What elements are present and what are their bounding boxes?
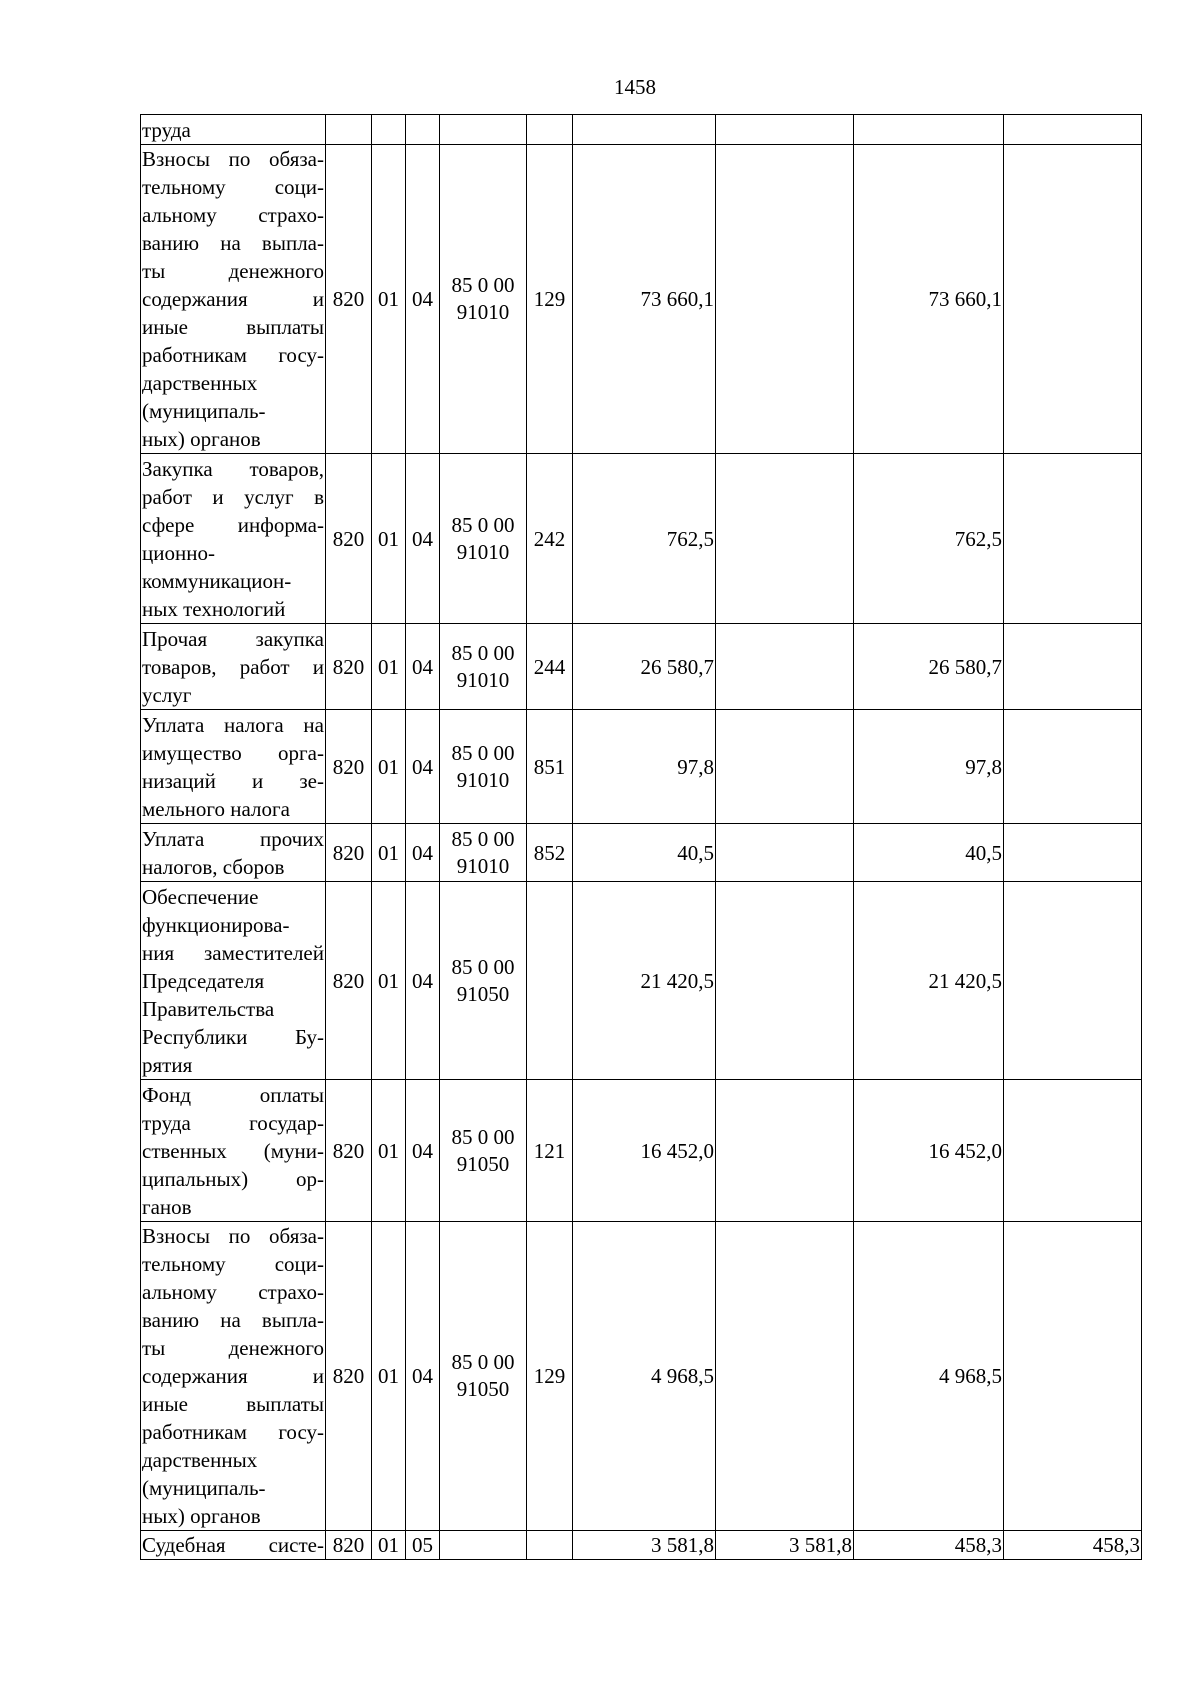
amount-total-2-cell xyxy=(854,115,1004,145)
row-name-line: работ и услуг в xyxy=(142,484,324,509)
row-name-line: сфере информа- xyxy=(142,512,324,537)
target-article-line: 85 0 00 xyxy=(451,1124,515,1149)
row-name-cell xyxy=(141,824,326,882)
subsection-code-cell: 04 xyxy=(406,710,440,824)
subsection-code-cell: 04 xyxy=(406,145,440,454)
subsection-code-cell: 04 xyxy=(406,824,440,882)
section-code-cell: 01 xyxy=(372,1222,406,1531)
amount-subvention-2-cell xyxy=(1004,145,1142,454)
row-name-line: налогов, сборов xyxy=(142,854,285,879)
amount-subvention-2-cell xyxy=(1004,624,1142,710)
table-row xyxy=(141,454,1142,624)
table-row xyxy=(141,145,1142,454)
section-code-cell: 01 xyxy=(372,1531,406,1560)
amount-subvention-1-cell xyxy=(716,1222,854,1531)
expense-type-cell: 244 xyxy=(527,624,573,710)
expense-type-cell: 129 xyxy=(527,1222,573,1531)
table-row xyxy=(141,882,1142,1080)
target-article-cell xyxy=(440,145,527,454)
amount-subvention-1-cell xyxy=(716,454,854,624)
table-body xyxy=(141,115,1142,1560)
table-row xyxy=(141,1222,1142,1531)
budget-table xyxy=(140,114,1142,1560)
expense-type-cell xyxy=(527,882,573,1080)
adm-code-cell: 820 xyxy=(326,1222,372,1531)
row-name-line: функционирова- xyxy=(142,912,290,937)
row-name-line: имущество орга- xyxy=(142,740,324,765)
amount-subvention-1-cell xyxy=(716,115,854,145)
row-name-line: Уплата прочих xyxy=(142,826,324,851)
row-name-line: тельному соци- xyxy=(142,1252,324,1276)
amount-subvention-1-cell xyxy=(716,145,854,454)
row-name-line: Взносы по обяза- xyxy=(142,1224,324,1248)
row-name-cell xyxy=(141,1222,326,1531)
target-article-cell xyxy=(440,624,527,710)
row-name-line: альному страхо- xyxy=(142,1280,324,1304)
amount-total-2-cell: 26 580,7 xyxy=(854,624,1004,710)
amount-total-1-cell: 3 581,8 xyxy=(573,1531,716,1560)
row-name-line: (муниципаль- xyxy=(142,399,266,423)
row-name-cell xyxy=(141,115,326,145)
row-name-line: ганов xyxy=(142,1194,192,1219)
adm-code-cell: 820 xyxy=(326,145,372,454)
amount-total-2-cell: 73 660,1 xyxy=(854,145,1004,454)
row-name-line: услуг xyxy=(142,682,192,707)
table-row xyxy=(141,115,1142,145)
adm-code-cell xyxy=(326,115,372,145)
row-name-cell xyxy=(141,454,326,624)
expense-type-cell: 129 xyxy=(527,145,573,454)
adm-code-cell: 820 xyxy=(326,624,372,710)
page-number: 1458 xyxy=(614,75,656,99)
target-article-cell xyxy=(440,1531,527,1560)
row-name-line: ния заместителей xyxy=(142,940,324,965)
row-name-line: ных технологий xyxy=(142,596,286,621)
expense-type-cell: 121 xyxy=(527,1080,573,1222)
row-name-line: коммуникацион- xyxy=(142,568,292,593)
expense-type-cell: 242 xyxy=(527,454,573,624)
target-article-line: 85 0 00 xyxy=(451,826,515,851)
row-name-line: (муниципаль- xyxy=(142,1476,266,1500)
target-article-cell xyxy=(440,1222,527,1531)
amount-subvention-2-cell xyxy=(1004,454,1142,624)
row-name-line: товаров, работ и xyxy=(142,654,324,679)
amount-total-1-cell: 16 452,0 xyxy=(573,1080,716,1222)
target-article-line: 91050 xyxy=(456,1151,510,1176)
row-name-line: тельному соци- xyxy=(142,175,324,199)
target-article-line: 91050 xyxy=(456,981,510,1006)
amount-subvention-2-cell xyxy=(1004,1222,1142,1531)
adm-code-cell: 820 xyxy=(326,882,372,1080)
amount-total-2-cell: 16 452,0 xyxy=(854,1080,1004,1222)
adm-code-cell: 820 xyxy=(326,1080,372,1222)
amount-total-1-cell: 762,5 xyxy=(573,454,716,624)
target-article-line: 91010 xyxy=(456,853,510,878)
subsection-code-cell: 04 xyxy=(406,1080,440,1222)
row-name-line: низаций и зе- xyxy=(142,768,324,793)
row-name-cell xyxy=(141,624,326,710)
row-name-line: ципальных) ор- xyxy=(142,1166,324,1191)
amount-total-1-cell: 21 420,5 xyxy=(573,882,716,1080)
subsection-code-cell: 04 xyxy=(406,882,440,1080)
amount-subvention-2-cell xyxy=(1004,882,1142,1080)
section-code-cell: 01 xyxy=(372,454,406,624)
amount-total-2-cell: 40,5 xyxy=(854,824,1004,882)
amount-total-1-cell: 97,8 xyxy=(573,710,716,824)
target-article-cell xyxy=(440,710,527,824)
target-article-cell xyxy=(440,115,527,145)
row-name-line: Прочая закупка xyxy=(142,626,324,651)
amount-subvention-1-cell xyxy=(716,824,854,882)
target-article-line: 85 0 00 xyxy=(451,512,515,537)
row-name-line: Председателя xyxy=(142,968,265,993)
row-name-line: ты денежного xyxy=(142,259,324,283)
amount-total-1-cell: 40,5 xyxy=(573,824,716,882)
target-article-line: 85 0 00 xyxy=(451,273,515,297)
amount-subvention-1-cell xyxy=(716,710,854,824)
subsection-code-cell: 05 xyxy=(406,1531,440,1560)
row-name-line: ванию на выпла- xyxy=(142,231,324,255)
table-row xyxy=(141,624,1142,710)
row-name-line: Уплата налога на xyxy=(142,712,324,737)
row-name-cell xyxy=(141,1080,326,1222)
target-article-line: 91050 xyxy=(456,1377,510,1401)
amount-total-2-cell: 4 968,5 xyxy=(854,1222,1004,1531)
amount-total-1-cell: 73 660,1 xyxy=(573,145,716,454)
row-name-cell xyxy=(141,1531,326,1560)
amount-subvention-1-cell xyxy=(716,882,854,1080)
row-name-line: Судебная систе- xyxy=(142,1533,324,1557)
target-article-line: 91010 xyxy=(456,667,510,692)
target-article-cell xyxy=(440,882,527,1080)
amount-subvention-2-cell xyxy=(1004,710,1142,824)
row-name-line: содержания и xyxy=(142,287,324,311)
row-name-line: Взносы по обяза- xyxy=(142,147,324,171)
row-name-line: Обеспечение xyxy=(142,884,259,909)
row-name-line: труда xyxy=(142,117,191,142)
target-article-cell xyxy=(440,454,527,624)
amount-total-2-cell: 97,8 xyxy=(854,710,1004,824)
row-name-line: мельного налога xyxy=(142,796,290,821)
row-name-line: альному страхо- xyxy=(142,203,324,227)
adm-code-cell: 820 xyxy=(326,710,372,824)
table-row xyxy=(141,710,1142,824)
row-name-line: дарственных xyxy=(142,371,258,395)
section-code-cell: 01 xyxy=(372,882,406,1080)
subsection-code-cell: 04 xyxy=(406,1222,440,1531)
section-code-cell xyxy=(372,115,406,145)
row-name-line: труда государ- xyxy=(142,1110,324,1135)
target-article-line: 91010 xyxy=(456,767,510,792)
row-name-line: дарственных xyxy=(142,1448,258,1472)
section-code-cell: 01 xyxy=(372,1080,406,1222)
expense-type-cell: 852 xyxy=(527,824,573,882)
target-article-line: 91010 xyxy=(456,300,510,324)
row-name-cell xyxy=(141,710,326,824)
row-name-line: работникам госу- xyxy=(142,343,324,367)
expense-type-cell: 851 xyxy=(527,710,573,824)
amount-total-1-cell xyxy=(573,115,716,145)
subsection-code-cell xyxy=(406,115,440,145)
subsection-code-cell: 04 xyxy=(406,624,440,710)
row-name-line: содержания и xyxy=(142,1364,324,1388)
table-row xyxy=(141,1080,1142,1222)
expense-type-cell xyxy=(527,1531,573,1560)
amount-subvention-2-cell xyxy=(1004,1080,1142,1222)
adm-code-cell: 820 xyxy=(326,454,372,624)
target-article-line: 85 0 00 xyxy=(451,740,515,765)
target-article-line: 85 0 00 xyxy=(451,640,515,665)
row-name-line: ственных (муни- xyxy=(142,1138,324,1163)
adm-code-cell: 820 xyxy=(326,824,372,882)
section-code-cell: 01 xyxy=(372,824,406,882)
row-name-line: ванию на выпла- xyxy=(142,1308,324,1332)
row-name-cell xyxy=(141,882,326,1080)
amount-total-1-cell: 26 580,7 xyxy=(573,624,716,710)
section-code-cell: 01 xyxy=(372,624,406,710)
adm-code-cell: 820 xyxy=(326,1531,372,1560)
amount-total-2-cell: 458,3 xyxy=(854,1531,1004,1560)
target-article-line: 85 0 00 xyxy=(451,1350,515,1374)
expense-type-cell xyxy=(527,115,573,145)
target-article-line: 85 0 00 xyxy=(451,954,515,979)
amount-subvention-2-cell xyxy=(1004,115,1142,145)
row-name-line: иные выплаты xyxy=(142,315,324,339)
target-article-line: 91010 xyxy=(456,539,510,564)
row-name-cell xyxy=(141,145,326,454)
target-article-cell xyxy=(440,824,527,882)
section-code-cell: 01 xyxy=(372,145,406,454)
row-name-line: работникам госу- xyxy=(142,1420,324,1444)
amount-subvention-2-cell: 458,3 xyxy=(1004,1531,1142,1560)
row-name-line: рятия xyxy=(142,1052,193,1077)
amount-subvention-1-cell xyxy=(716,1080,854,1222)
row-name-line: ционно- xyxy=(142,540,215,565)
amount-subvention-1-cell xyxy=(716,624,854,710)
amount-total-1-cell: 4 968,5 xyxy=(573,1222,716,1531)
amount-subvention-2-cell xyxy=(1004,824,1142,882)
subsection-code-cell: 04 xyxy=(406,454,440,624)
row-name-line: ных) органов xyxy=(142,427,261,451)
row-name-line: ты денежного xyxy=(142,1336,324,1360)
row-name-line: Правительства xyxy=(142,996,275,1021)
amount-subvention-1-cell: 3 581,8 xyxy=(716,1531,854,1560)
section-code-cell: 01 xyxy=(372,710,406,824)
row-name-line: иные выплаты xyxy=(142,1392,324,1416)
target-article-cell xyxy=(440,1080,527,1222)
row-name-line: Закупка товаров, xyxy=(142,456,324,481)
amount-total-2-cell: 21 420,5 xyxy=(854,882,1004,1080)
table-row xyxy=(141,824,1142,882)
row-name-line: Фонд оплаты xyxy=(142,1082,324,1107)
table-row xyxy=(141,1531,1142,1560)
row-name-line: ных) органов xyxy=(142,1504,261,1528)
amount-total-2-cell: 762,5 xyxy=(854,454,1004,624)
row-name-line: Республики Бу- xyxy=(142,1024,324,1049)
